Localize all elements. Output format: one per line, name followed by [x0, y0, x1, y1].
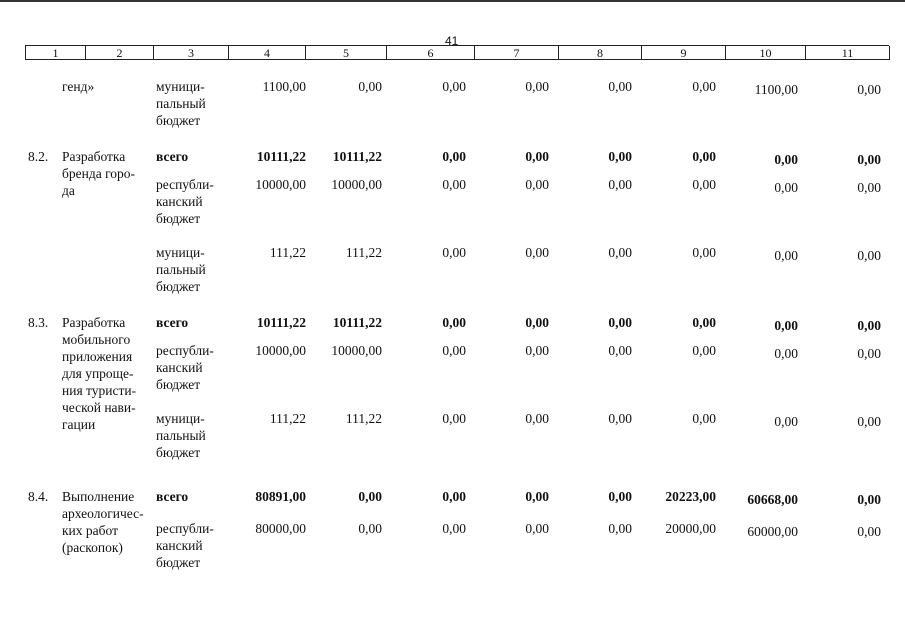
amount-cell: 0,00 [692, 79, 716, 94]
header-cell-2: 2 [85, 46, 154, 60]
amount-cell: 0,00 [525, 177, 549, 192]
amount-cell: 0,00 [608, 343, 632, 358]
funding-source: республи- канский бюджет [156, 343, 214, 392]
amount-cell: 0,00 [525, 411, 549, 426]
funding-source: муници- пальный бюджет [156, 79, 206, 128]
amount-cell: 20000,00 [665, 521, 716, 536]
amount-cell: 0,00 [358, 79, 382, 94]
header-cell-3: 3 [153, 46, 229, 60]
amount-cell: 0,00 [692, 177, 716, 192]
activity-name: Разработка мобильного приложения для упроще- ния туристи- ческой нави- гации [62, 315, 137, 432]
amount-cell: 0,00 [608, 489, 632, 504]
amount-cell: 20223,00 [665, 489, 716, 504]
header-cell-4: 4 [228, 46, 306, 60]
activity-name: Выполнение археологичес- ких работ (раскопок) [62, 489, 144, 555]
amount-cell: 0,00 [857, 318, 881, 333]
amount-cell: 80891,00 [255, 489, 306, 504]
amount-cell: 0,00 [442, 79, 466, 94]
header-cell-6: 6 [386, 46, 475, 60]
amount-cell: 0,00 [525, 245, 549, 260]
amount-cell: 0,00 [442, 489, 466, 504]
table-header [25, 45, 889, 70]
amount-cell: 0,00 [692, 315, 716, 330]
amount-cell: 10000,00 [331, 343, 382, 358]
amount-cell: 0,00 [857, 82, 881, 97]
amount-cell: 0,00 [774, 414, 798, 429]
amount-cell: 10111,22 [256, 149, 306, 164]
funding-source: муници- пальный бюджет [156, 411, 206, 460]
amount-cell: 0,00 [608, 411, 632, 426]
header-cell-9: 9 [641, 46, 726, 60]
amount-cell: 0,00 [857, 492, 881, 507]
amount-cell: 10111,22 [256, 315, 306, 330]
page-number: 41 [445, 34, 459, 48]
amount-cell: 111,22 [269, 245, 306, 260]
funding-source: всего [156, 149, 189, 164]
top-border-line [0, 0, 905, 2]
amount-cell: 0,00 [774, 180, 798, 195]
amount-cell: 10111,22 [332, 315, 382, 330]
header-cell-7: 7 [474, 46, 559, 60]
amount-cell: 0,00 [442, 343, 466, 358]
amount-cell: 0,00 [608, 521, 632, 536]
amount-cell: 10111,22 [332, 149, 382, 164]
header-cell-10: 10 [725, 46, 806, 60]
amount-cell: 0,00 [442, 411, 466, 426]
amount-cell: 0,00 [857, 346, 881, 361]
amount-cell: 111,22 [345, 245, 382, 260]
amount-cell: 0,00 [692, 411, 716, 426]
amount-cell: 111,22 [269, 411, 306, 426]
row-number: 8.2. [28, 149, 49, 164]
amount-cell: 0,00 [525, 315, 549, 330]
amount-cell: 0,00 [442, 315, 466, 330]
amount-cell: 0,00 [692, 343, 716, 358]
funding-source: всего [156, 489, 189, 504]
header-cell-5: 5 [305, 46, 387, 60]
row-number: 8.4. [28, 489, 49, 504]
row-number: 8.3. [28, 315, 49, 330]
amount-cell: 0,00 [525, 149, 549, 164]
activity-name: генд» [62, 79, 95, 94]
amount-cell: 0,00 [358, 521, 382, 536]
amount-cell: 10000,00 [255, 343, 306, 358]
amount-cell: 0,00 [857, 180, 881, 195]
amount-cell: 10000,00 [255, 177, 306, 192]
funding-source: республи- канский бюджет [156, 177, 214, 226]
amount-cell: 60000,00 [747, 524, 798, 539]
amount-cell: 0,00 [525, 489, 549, 504]
amount-cell: 0,00 [857, 152, 881, 167]
amount-cell: 0,00 [857, 248, 881, 263]
header-cell-8: 8 [558, 46, 642, 60]
amount-cell: 60668,00 [747, 492, 798, 507]
amount-cell: 0,00 [774, 318, 798, 333]
amount-cell: 0,00 [692, 245, 716, 260]
header-cell-11: 11 [805, 46, 890, 60]
amount-cell: 0,00 [442, 245, 466, 260]
amount-cell: 0,00 [608, 245, 632, 260]
funding-source: всего [156, 315, 189, 330]
amount-cell: 0,00 [525, 79, 549, 94]
amount-cell: 0,00 [525, 343, 549, 358]
amount-cell: 1100,00 [754, 82, 798, 97]
funding-source: муници- пальный бюджет [156, 245, 206, 294]
amount-cell: 0,00 [608, 177, 632, 192]
amount-cell: 1100,00 [262, 79, 306, 94]
header-cell-1: 1 [25, 46, 86, 60]
amount-cell: 0,00 [774, 248, 798, 263]
amount-cell: 0,00 [857, 414, 881, 429]
amount-cell: 0,00 [525, 521, 549, 536]
amount-cell: 0,00 [608, 79, 632, 94]
amount-cell: 0,00 [608, 149, 632, 164]
amount-cell: 0,00 [358, 489, 382, 504]
amount-cell: 0,00 [442, 521, 466, 536]
amount-cell: 80000,00 [255, 521, 306, 536]
amount-cell: 0,00 [692, 149, 716, 164]
amount-cell: 0,00 [857, 524, 881, 539]
amount-cell: 0,00 [608, 315, 632, 330]
funding-source: республи- канский бюджет [156, 521, 214, 570]
amount-cell: 10000,00 [331, 177, 382, 192]
activity-name: Разработка бренда горо- да [62, 149, 136, 198]
amount-cell: 0,00 [442, 149, 466, 164]
amount-cell: 111,22 [345, 411, 382, 426]
amount-cell: 0,00 [774, 346, 798, 361]
amount-cell: 0,00 [774, 152, 798, 167]
amount-cell: 0,00 [442, 177, 466, 192]
